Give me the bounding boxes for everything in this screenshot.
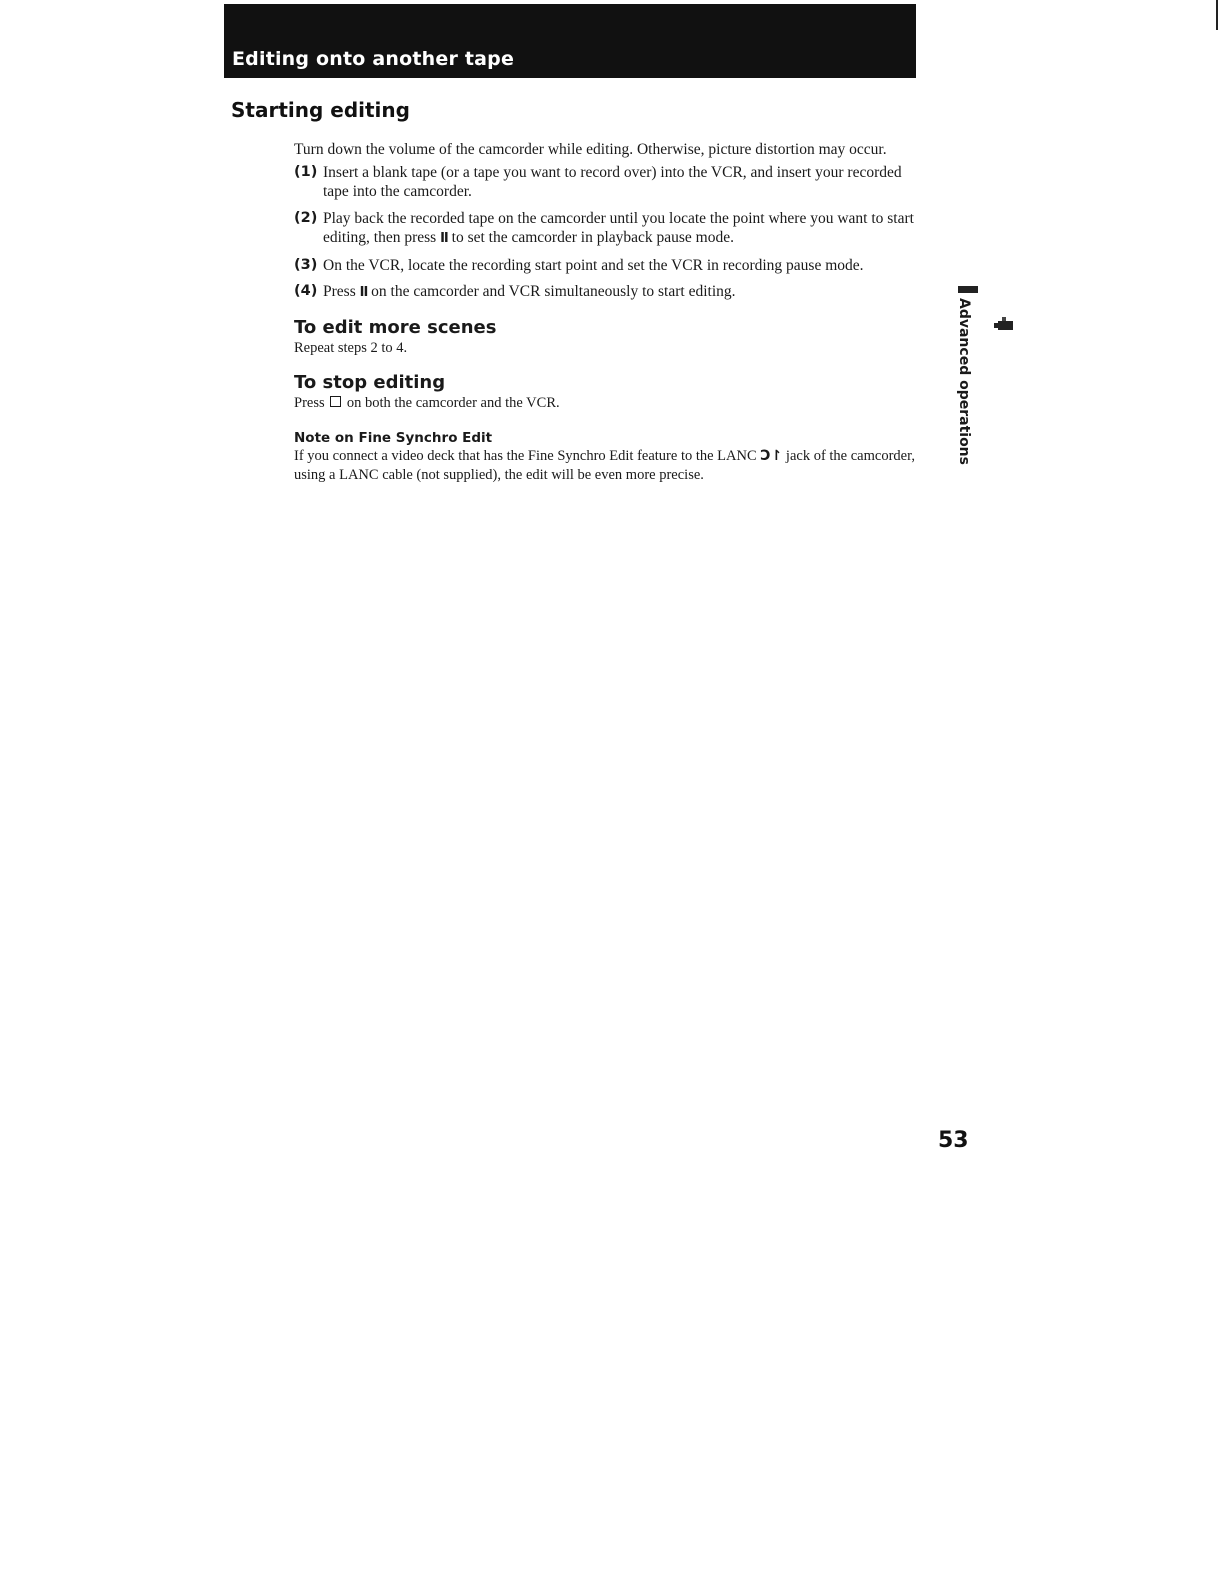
step-number: (3) bbox=[294, 256, 318, 273]
step-text-before: Play back the recorded tape on the camcorder until you locate the point where you want to start editing, then press bbox=[323, 209, 914, 246]
stop-editing-heading: To stop editing bbox=[294, 371, 446, 393]
step-text-after: to set the camcorder in playback pause mode. bbox=[447, 229, 734, 246]
stop-square-icon bbox=[330, 396, 341, 407]
step-1 bbox=[294, 163, 919, 202]
step-2 bbox=[294, 209, 919, 249]
side-tab-label: Advanced operations bbox=[956, 298, 972, 465]
pause-icon: II bbox=[440, 231, 448, 246]
note-text-after: jack of the camcorder, using a LANC cable (not supplied), the edit will be even more precise. bbox=[294, 447, 915, 483]
step-number: (2) bbox=[294, 209, 318, 226]
step-4 bbox=[294, 282, 919, 303]
note-text-before: If you connect a video deck that has the Fine Synchro Edit feature to the LANC bbox=[294, 447, 761, 464]
page-title: Editing onto another tape bbox=[232, 48, 515, 70]
edit-more-text: Repeat steps 2 to 4. bbox=[294, 339, 408, 356]
step-number: (1) bbox=[294, 163, 318, 180]
edit-more-heading: To edit more scenes bbox=[294, 316, 497, 338]
page-edge-mark bbox=[1216, 0, 1218, 30]
main-content bbox=[294, 140, 919, 486]
step-text-after: on the camcorder and VCR simultaneously to start editing. bbox=[367, 283, 736, 300]
section-heading: Starting editing bbox=[231, 98, 410, 122]
note-text bbox=[294, 447, 919, 486]
camcorder-tab-icon bbox=[993, 316, 1015, 332]
header-bar bbox=[224, 4, 916, 78]
stop-editing-text bbox=[294, 394, 919, 413]
side-tab-marker bbox=[958, 286, 978, 293]
page-number: 53 bbox=[938, 1128, 969, 1153]
step-number: (4) bbox=[294, 283, 318, 299]
step-3 bbox=[294, 256, 919, 276]
intro-paragraph: Turn down the volume of the camcorder while editing. Otherwise, picture distortion may occur. bbox=[294, 141, 887, 158]
step-text: Insert a blank tape (or a tape you want to record over) into the VCR, and insert your recorded tape into the camcorder. bbox=[323, 163, 902, 200]
step-text-before: Press bbox=[323, 283, 360, 300]
note-heading: Note on Fine Synchro Edit bbox=[294, 429, 493, 446]
pause-icon: II bbox=[359, 285, 368, 300]
lanc-jack-icon: Ɔ↾ bbox=[760, 447, 783, 464]
stop-text-before: Press bbox=[294, 394, 329, 411]
step-text: On the VCR, locate the recording start point and set the VCR in recording pause mode. bbox=[323, 256, 864, 274]
stop-text-after: on both the camcorder and the VCR. bbox=[343, 394, 560, 411]
